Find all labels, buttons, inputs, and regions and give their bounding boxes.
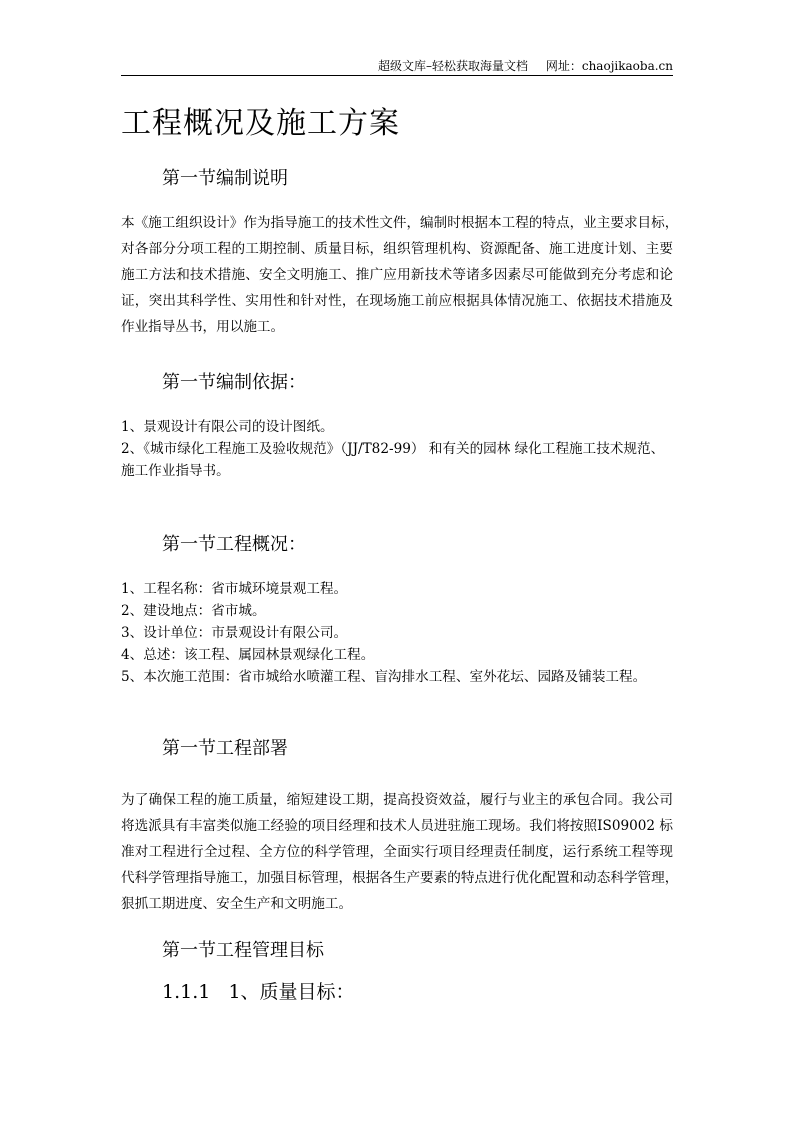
page-title: 工程概况及施工方案: [121, 106, 400, 141]
section-heading: 第一节工程管理目标: [162, 940, 324, 961]
list-item: 4、总述：该工程、属园林景观绿化工程。: [121, 647, 375, 663]
list-item: 1、工程名称：省市城环境景观工程。: [121, 581, 348, 597]
header-site: 超级文库–轻松获取海量文档: [378, 59, 529, 73]
text-line: 狠抓工期进度、安全生产和文明施工。: [121, 896, 353, 912]
text-line: 施工方法和技术措施、安全文明施工、推广应用新技术等诸多因素尽可能做到充分考虑和论: [121, 267, 673, 283]
text-line: 为了确保工程的施工质量，缩短建设工期，提高投资效益，履行与业主的承包合同。我公司: [121, 792, 673, 808]
text-line: 本《施工组织设计》作为指导施工的技术性文件，编制时根据本工程的特点，业主要求目标，: [121, 215, 679, 231]
text-line: 证，突出其科学性、实用性和针对性，在现场施工前应根据具体情况施工、依据技术措施及: [121, 293, 673, 309]
section-heading: 第一节工程部署: [162, 738, 288, 759]
list-item: 2、建设地点：省市城。: [121, 603, 266, 619]
section-paragraph: [121, 787, 679, 917]
page-header: [364, 57, 673, 74]
list-item: 3、设计单位：市景观设计有限公司。: [121, 625, 348, 641]
header-url: 网址：chaojikaoba.cn: [545, 59, 673, 73]
section-heading: 第一节工程概况：: [162, 534, 306, 555]
text-line: 对各部分分项工程的工期控制、质量目标，组织管理机构、资源配备、施工进度计划、主要: [121, 241, 673, 257]
header-rule: [121, 75, 673, 76]
list-item: 1、景观设计有限公司的设计图纸。: [121, 419, 334, 435]
section-heading: 第一节编制说明: [162, 168, 288, 189]
section-list: [121, 416, 673, 482]
section-list: [121, 578, 673, 688]
list-item: 2、《城市绿化工程施工及验收规范》（JJ/T82-99） 和有关的园林 绿化工程施工技术规范、: [121, 441, 665, 457]
text-line: 代科学管理指导施工，加强目标管理，根据各生产要素的特点进行优化配置和动态科学管理，: [121, 870, 679, 886]
section-heading: 第一节编制依据：: [162, 372, 306, 393]
section-paragraph: [121, 210, 679, 340]
list-item: 施工作业指导书。: [121, 463, 230, 479]
text-line: 准对工程进行全过程、全方位的科学管理，全面实行项目经理责任制度，运行系统工程等现: [121, 844, 673, 860]
list-item: 5、本次施工范围：省市城给水喷灌工程、盲沟排水工程、室外花坛、园路及铺装工程。: [121, 669, 647, 685]
text-line: 将选派具有丰富类似施工经验的项目经理和技术人员进驻施工现场。我们将按照IS09002 标: [121, 818, 673, 834]
text-line: 作业指导丛书，用以施工。: [121, 319, 285, 335]
subsection-heading: 1.1.1 1、质量目标：: [162, 981, 355, 1003]
